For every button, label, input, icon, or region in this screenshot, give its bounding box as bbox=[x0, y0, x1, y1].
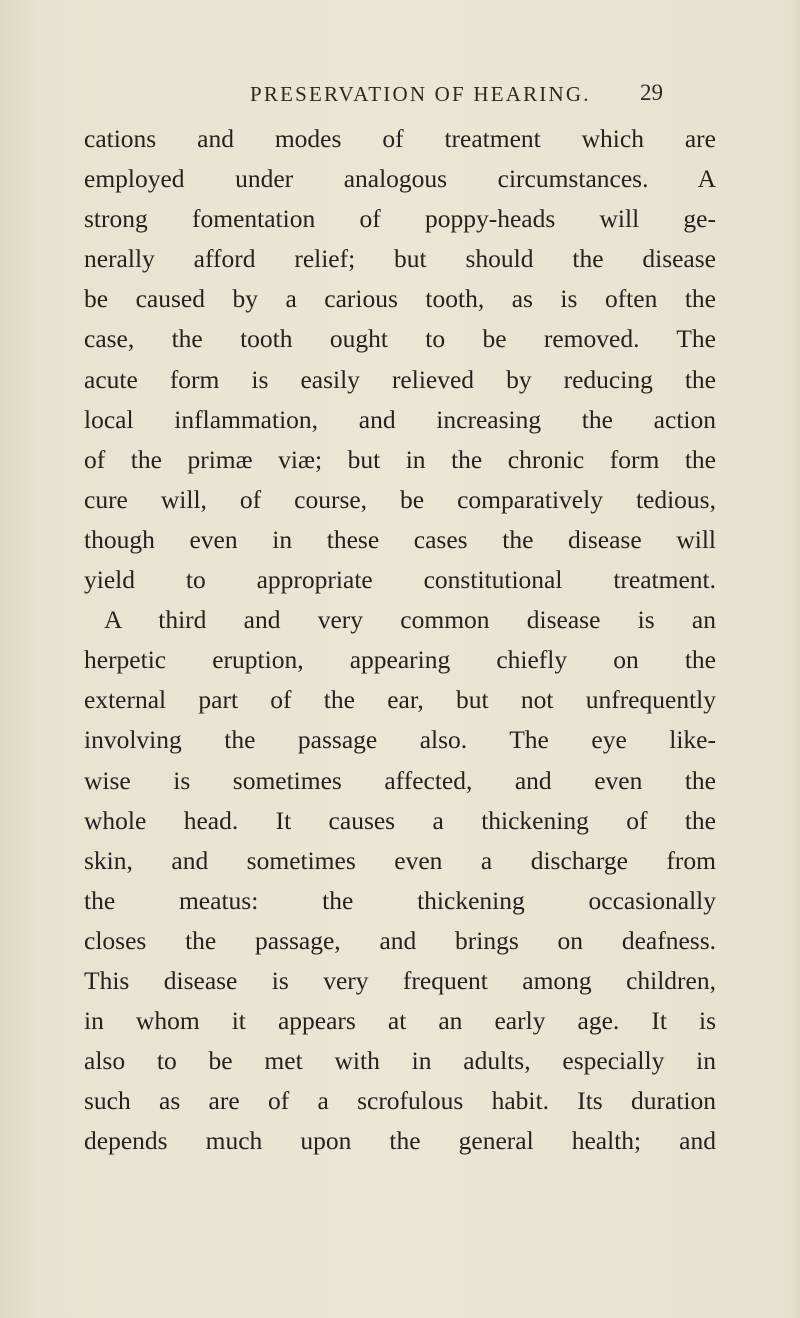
body-text bbox=[84, 119, 716, 1161]
text-line: cations and modes of treatment which are bbox=[84, 124, 716, 153]
text-line: of the primæ viæ; but in the chronic form the bbox=[84, 444, 716, 474]
text-line: skin, and sometimes even a discharge from bbox=[84, 845, 716, 875]
text-line: though even in these cases the disease will bbox=[84, 524, 716, 554]
text-line: herpetic eruption, appearing chiefly on the bbox=[84, 645, 716, 675]
text-line-indented: A third and very common disease is an bbox=[104, 605, 716, 635]
text-line: involving the passage also. The eye like- bbox=[84, 725, 716, 755]
text-line: whole head. It causes a thickening of the bbox=[84, 805, 716, 835]
text-line: in whom it appears at an early age. It is bbox=[84, 1006, 716, 1036]
text-line: nerally afford relief; but should the disease bbox=[84, 244, 716, 274]
text-line: This disease is very frequent among children, bbox=[84, 965, 716, 995]
text-line: strong fomentation of poppy-heads will ge- bbox=[84, 204, 716, 234]
text-line: the meatus: the thickening occasionally bbox=[84, 885, 716, 915]
text-line: depends much upon the general health; and bbox=[84, 1126, 716, 1156]
text-line: local inflammation, and increasing the action bbox=[84, 404, 716, 434]
text-line: be caused by a carious tooth, as is often the bbox=[84, 284, 716, 314]
text-line: yield to appropriate constitutional treatment. bbox=[84, 565, 716, 595]
text-line: external part of the ear, but not unfrequently bbox=[84, 685, 716, 715]
text-line: case, the tooth ought to be removed. The bbox=[84, 324, 716, 354]
text-line: acute form is easily relieved by reducing the bbox=[84, 364, 716, 394]
page-number: 29 bbox=[640, 80, 663, 105]
running-head: PRESERVATION OF HEARING. bbox=[250, 82, 591, 106]
text-line: wise is sometimes affected, and even the bbox=[84, 765, 716, 795]
text-line: also to be met with in adults, especially in bbox=[84, 1046, 716, 1076]
text-line: closes the passage, and brings on deafness. bbox=[84, 925, 716, 955]
text-line: cure will, of course, be comparatively tedious, bbox=[84, 484, 716, 514]
text-line: employed under analogous circumstances. A bbox=[84, 164, 716, 194]
text-line: such as are of a scrofulous habit. Its duration bbox=[84, 1086, 716, 1116]
